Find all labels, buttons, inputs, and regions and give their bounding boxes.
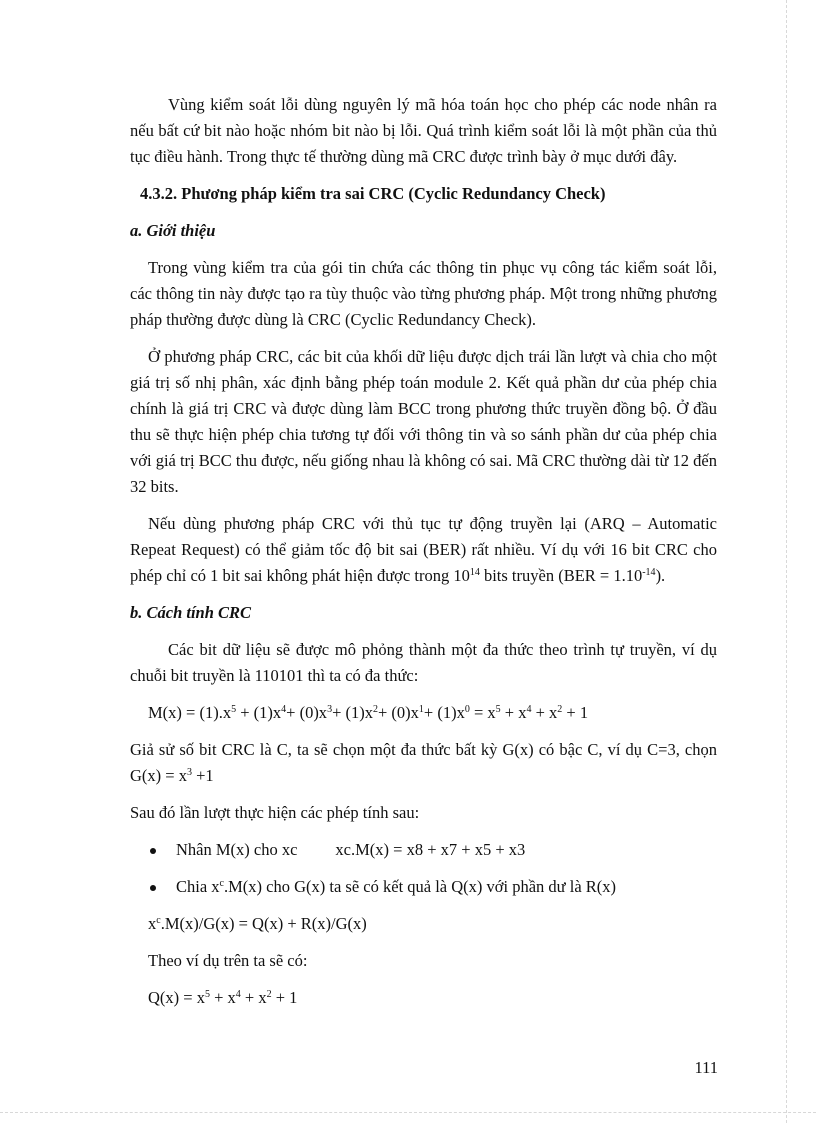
subheading-intro: a. Giới thiệu xyxy=(130,221,216,240)
page-border-bottom xyxy=(0,1112,816,1113)
bullet-item-multiply: Nhân M(x) cho xc xc.M(x) = x8 + x7 + x5 + x3 xyxy=(130,837,717,863)
paragraph-b3: Giả sử số bit CRC là C, ta sẽ chọn một đa thức bất kỳ G(x) có bậc C, ví dụ C=3, chọn $G(x) = x^3 +1$ xyxy=(130,740,717,785)
paragraph-a3: Nếu dùng phương pháp CRC với thủ tục tự động truyền lại (ARQ – Automatic Repeat Request) có thể giảm tốc độ bit sai (BER) rất nhiều. Ví dụ với 16 bit CRC cho phép chỉ có 1 bit sai không phát hiện được trong $10^{14}$ bits truyền $(BER = 1.10^{-14})$. xyxy=(130,514,717,585)
bullet-dot-icon xyxy=(150,848,156,854)
equation-m: $M(x) = (1).x^5 + (1)x^4+ (0)x^3+ (1)x^2+ (0)x^1+ (1)x^0 = x^5 + x^4 + x^2 + 1$ xyxy=(148,703,589,722)
paragraph-b5: Theo ví dụ trên ta sẽ có: xyxy=(148,951,308,970)
equation-division: $x^c.M(x)/G(x) = Q(x) + R(x)/G(x)$ xyxy=(148,914,367,933)
section-heading: 4.3.2. Phương pháp kiểm tra sai CRC (Cyclic Redundancy Check) xyxy=(140,184,606,203)
paragraph-a2: Ở phương pháp CRC, các bit của khối dữ liệu được dịch trái lần lượt và chia cho một giá trị số nhị phân, xác định bằng phép toán module 2. Kết quả phần dư của phép chia chính là giá trị CRC và được dùng làm BCC trong phương thức truyền đồng bộ. Ở đầu thu sẽ thực hiện phép chia tương tự đối với thông tin và so sánh phần dư của phép chia với giá trị BCC thu được, nếu giống nhau là không có sai. Mã CRC thường dài từ 12 đến 32 bits. xyxy=(130,347,717,496)
page-border-right xyxy=(786,0,787,1123)
page-content xyxy=(130,92,717,1011)
bullet-item-divide: Chia $x^c.M(x)$ cho G(x) ta sẽ có kết quả là Q(x) với phần dư là R(x) xyxy=(130,874,717,900)
equation-q: $Q(x) = x^5 + x^4 + x^2 + 1$ xyxy=(148,988,298,1007)
paragraph-a1: Trong vùng kiểm tra của gói tin chứa các thông tin phục vụ công tác kiểm soát lỗi, các thông tin này được tạo ra tùy thuộc vào từng phương pháp. Một trong những phương pháp thường được dùng là CRC (Cyclic Redundancy Check). xyxy=(130,258,717,329)
intro-paragraph: Vùng kiểm soát lỗi dùng nguyên lý mã hóa toán học cho phép các node nhân ra nếu bất cứ bit nào hoặc nhóm bit nào bị lỗi. Quá trình kiểm soát lỗi là một phần của thủ tục điều hành. Trong thực tế thường dùng mã CRC được trình bày ở mục dưới đây. xyxy=(130,95,717,166)
subheading-crc-calc: b. Cách tính CRC xyxy=(130,603,252,622)
paragraph-b1: Các bit dữ liệu sẽ được mô phỏng thành một đa thức theo trình tự truyền, ví dụ chuỗi bit truyền là 110101 thì ta có đa thức: xyxy=(130,640,717,685)
paragraph-b4: Sau đó lần lượt thực hiện các phép tính sau: xyxy=(130,803,420,822)
bullet-dot-icon xyxy=(150,885,156,891)
page-number: 111 xyxy=(694,1058,718,1077)
